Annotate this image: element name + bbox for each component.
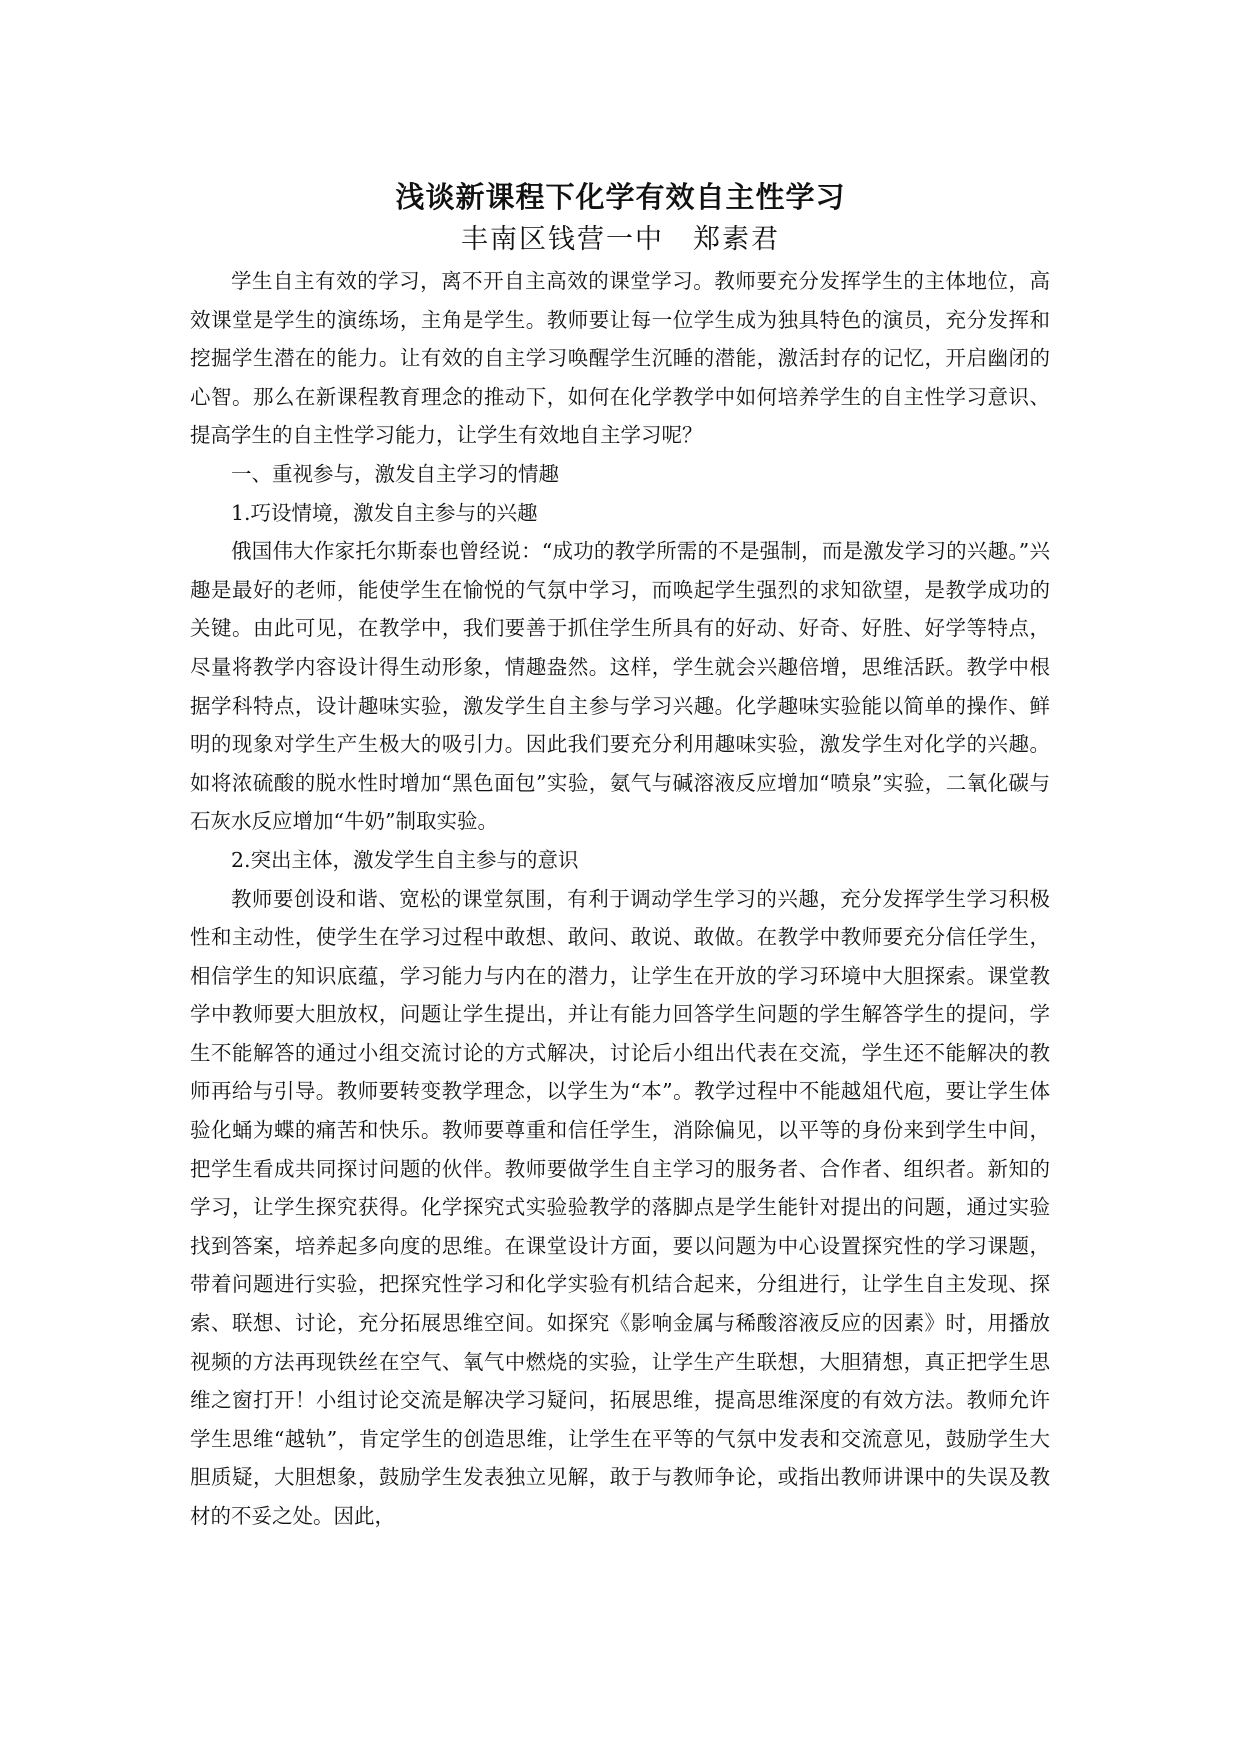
subsection-heading-1: 1.巧设情境，激发自主参与的兴趣 <box>231 500 538 525</box>
body-paragraph-subject: 教师要创设和谐、宽松的课堂氛围，有利于调动学生学习的兴趣，充分发挥学生学习积极性和主动性，使学生在学习过程中敢想、敢问、敢说、敢做。在教学中教师要充分信任学生，相信学生的知识底蕴，学习能力与内在的潜力，让学生在开放的学习环境中大胆探索。课堂教学中教师要大胆放权，问题让学生提出，并让有能力回答学生问题的学生解答学生的提问，学生不能解答的通过小组交流讨论的方式解决，讨论后小组出代表在交流，学生还不能解决的教师再给与引导。教师要转变教学理念，以学生为“本”。教学过程中不能越俎代庖，要让学生体验化蛹为蝶的痛苦和快乐。教师要尊重和信任学生，消除偏见，以平等的身份来到学生中间，把学生看成共同探讨问题的伙伴。教师要做学生自主学习的服务者、合作者、组织者。新知的学习，让学生探究获得。化学探究式实验验教学的落脚点是学生能针对提出的问题，通过实验找到答案，培养起多向度的思维。在课堂设计方面，要以问题为中心设置探究性的学习课题，带着问题进行实验，把探究性学习和化学实验有机结合起来，分组进行，让学生自主发现、探索、联想、讨论，充分拓展思维空间。如探究《影响金属与稀酸溶液反应的因素》时，用播放视频的方法再现铁丝在空气、氧气中燃烧的实验，让学生产生联想，大胆猜想，真正把学生思维之窗打开！小组讨论交流是解决学习疑问，拓展思维，提高思维深度的有效方法。教师允许学生思维“越轨”，肯定学生的创造思维，让学生在平等的气氛中发表和交流意见，鼓励学生大胆质疑，大胆想象，鼓励学生发表独立见解，敢于与教师争论，或指出教师讲课中的失误及教材的不妥之处。因此， <box>190 886 1050 1528</box>
document-title: 浅谈新课程下化学有效自主性学习 <box>395 180 846 214</box>
document-author: 丰南区钱营一中 郑素君 <box>461 224 780 255</box>
body-paragraph-interest: 俄国伟大作家托尔斯泰也曾经说：“成功的教学所需的不是强制，而是激发学习的兴趣。”兴趣是最好的老师，能使学生在愉悦的气氛中学习，而唤起学生强烈的求知欲望，是教学成功的关键。由此可见，在教学中，我们要善于抓住学生所具有的好动、好奇、好胜、好学等特点，尽量将教学内容设计得生动形象，情趣盎然。这样，学生就会兴趣倍增，思维活跃。教学中根据学科特点，设计趣味实验，激发学生自主参与学习兴趣。化学趣味实验能以简单的操作、鲜明的现象对学生产生极大的吸引力。因此我们要充分利用趣味实验，激发学生对化学的兴趣。如将浓硫酸的脱水性时增加“黑色面包”实验，氨气与碱溶液反应增加“喷泉”实验，二氧化碳与石灰水反应增加“牛奶”制取实验。 <box>190 539 1050 834</box>
document-body <box>190 262 1050 1536</box>
section-heading-1: 一、重视参与，激发自主学习的情趣 <box>231 461 559 486</box>
subsection-heading-2: 2.突出主体，激发学生自主参与的意识 <box>231 847 579 872</box>
intro-paragraph: 学生自主有效的学习，离不开自主高效的课堂学习。教师要充分发挥学生的主体地位，高效课堂是学生的演练场，主角是学生。教师要让每一位学生成为独具特色的演员，充分发挥和挖掘学生潜在的能力。让有效的自主学习唤醒学生沉睡的潜能，激活封存的记忆，开启幽闭的心智。那么在新课程教育理念的推动下，如何在化学教学中如何培养学生的自主性学习意识、提高学生的自主性学习能力，让学生有效地自主学习呢？ <box>190 269 1050 448</box>
